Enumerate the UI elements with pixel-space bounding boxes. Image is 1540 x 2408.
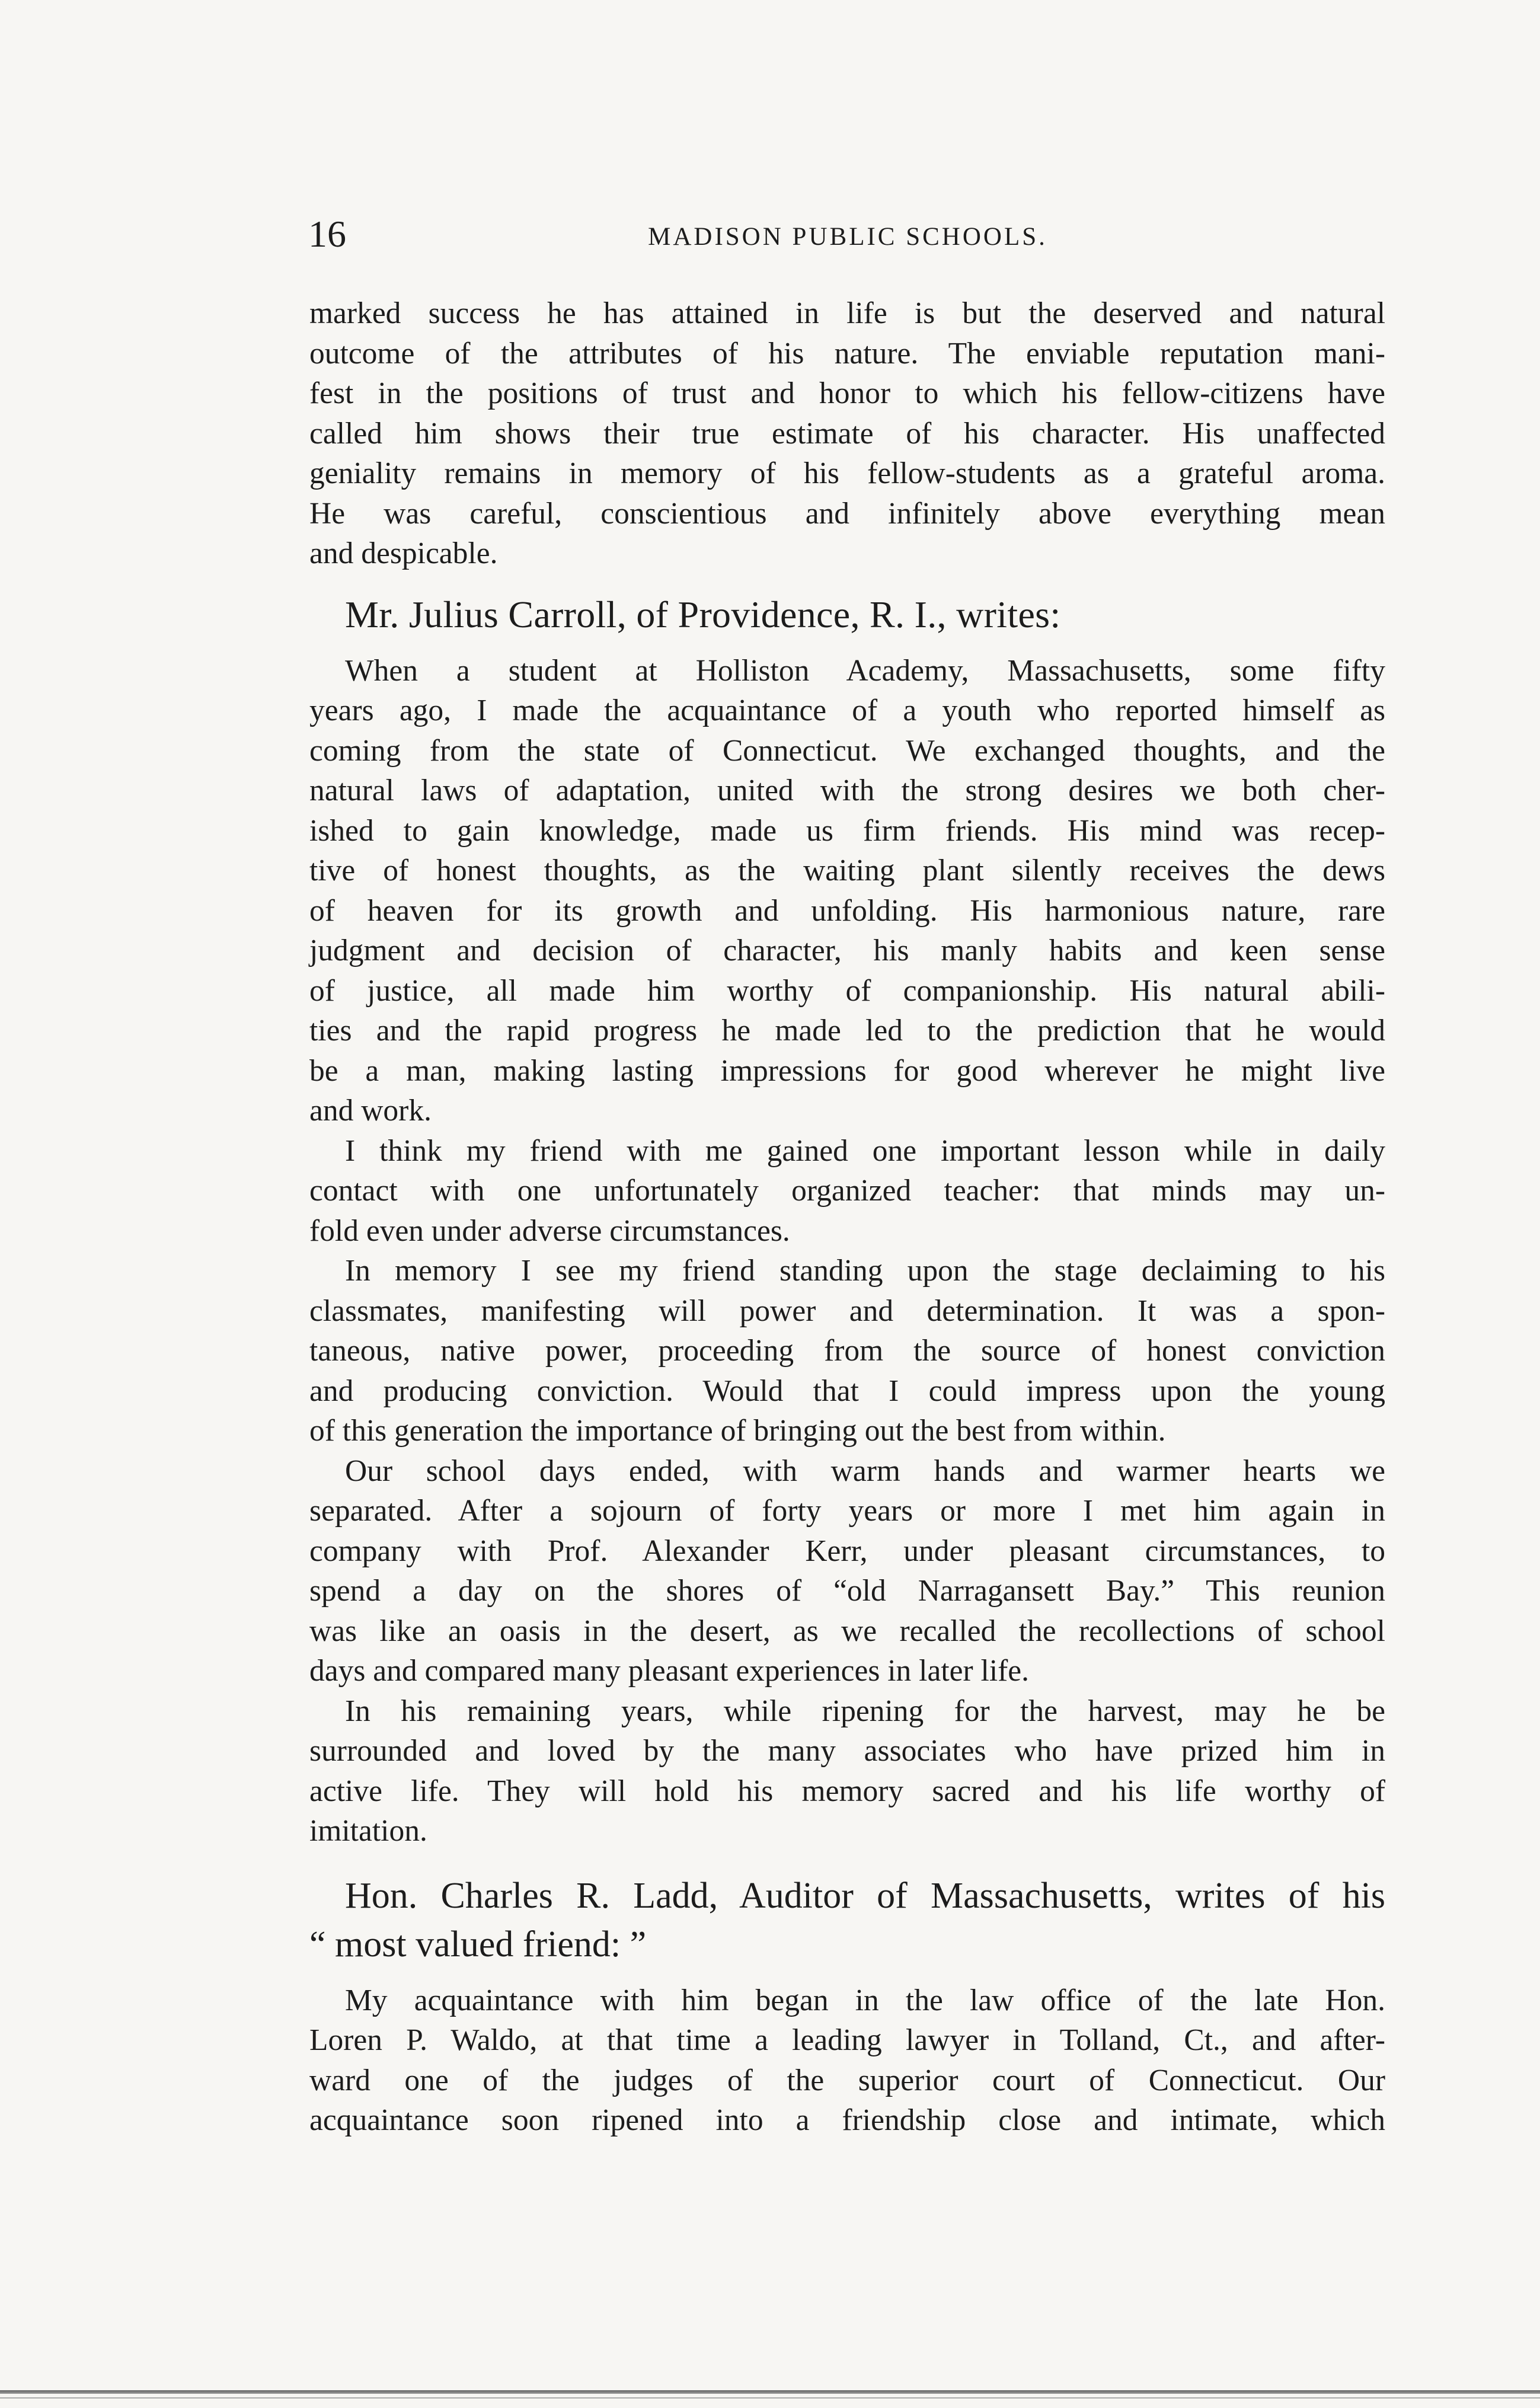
page-bottom-edge-line (0, 2397, 1540, 2399)
text-line: contact with one unfortunately organized teacher: that minds may un- (309, 1174, 1385, 1208)
text-line: Loren P. Waldo, at that time a leading lawyer in Tolland, Ct., and after- (309, 2023, 1385, 2057)
text-line: ties and the rapid progress he made led to the prediction that he would (309, 1014, 1385, 1047)
text-line: My acquaintance with him began in the law office of the late Hon. (345, 1983, 1385, 2017)
page-header (308, 210, 1387, 258)
text-line: fold even under adverse circumstances. (309, 1213, 790, 1248)
section-heading-ladd (309, 1872, 1385, 1969)
text-line: judgment and decision of character, his manly habits and keen sense (309, 934, 1385, 967)
text-line: surrounded and loved by the many associates who have prized him in (309, 1734, 1385, 1768)
text-line: and work. (309, 1094, 432, 1128)
text-line: In memory I see my friend standing upon the stage declaiming to his (345, 1254, 1385, 1288)
text-line: active life. They will hold his memory sacred and his life worthy of (309, 1774, 1385, 1808)
text-line: natural laws of adaptation, united with the strong desires we both cher- (309, 774, 1385, 807)
section-heading-carroll: Mr. Julius Carroll, of Providence, R. I., writes: (345, 593, 1061, 635)
text-line: be a man, making lasting impressions for good wherever he might live (309, 1053, 1385, 1088)
paragraph-continued (309, 293, 1385, 574)
text-line: marked success he has attained in life is but the deserved and natural (309, 296, 1385, 330)
page-number: 16 (308, 213, 346, 255)
text-line: of justice, all made him worthy of companionship. His natural abili- (309, 973, 1385, 1008)
text-line: of heaven for its growth and unfolding. His harmonious nature, rare (309, 893, 1385, 928)
text-line: was like an oasis in the desert, as we recalled the recollections of school (309, 1614, 1385, 1648)
paragraph-carroll-2 (309, 1131, 1385, 1251)
text-line: company with Prof. Alexander Kerr, under pleasant circumstances, to (309, 1534, 1385, 1568)
text-line: In his remaining years, while ripening for the harvest, may he be (345, 1694, 1385, 1728)
text-line: fest in the positions of trust and honor to which his fellow-citizens have (309, 376, 1385, 410)
paragraph-carroll-1 (309, 651, 1385, 1131)
text-line: and producing conviction. Would that I could impress upon the young (309, 1374, 1385, 1408)
text-line: days and compared many pleasant experiences in later life. (309, 1654, 1030, 1688)
paragraph-carroll-3 (309, 1251, 1385, 1451)
paragraph-carroll-5 (309, 1691, 1385, 1851)
running-head: MADISON PUBLIC SCHOOLS. (648, 223, 1047, 251)
page-body (309, 293, 1385, 2141)
text-line: I think my friend with me gained one important lesson while in daily (345, 1133, 1385, 1168)
paragraph-carroll-4 (309, 1451, 1385, 1691)
text-line: geniality remains in memory of his fellow-students as a grateful aroma. (309, 456, 1385, 490)
text-line: of this generation the importance of bringing out the best from within. (309, 1414, 1166, 1448)
heading-line: “ most valued friend: ” (309, 1924, 647, 1965)
text-line: When a student at Holliston Academy, Massachusetts, some fifty (345, 653, 1385, 688)
text-line: and despicable. (309, 536, 498, 570)
text-line: spend a day on the shores of “old Narragansett Bay.” This reunion (309, 1574, 1385, 1608)
text-line: He was careful, conscientious and infinitely above everything mean (309, 496, 1385, 531)
heading-line: Hon. Charles R. Ladd, Auditor of Massachusetts, writes of his (345, 1875, 1385, 1916)
paragraph-ladd-1 (309, 1981, 1385, 2141)
text-line: ward one of the judges of the superior court of Connecticut. Our (309, 2063, 1385, 2097)
text-line: taneous, native power, proceeding from the source of honest conviction (309, 1334, 1385, 1368)
text-line: separated. After a sojourn of forty years or more I met him again in (309, 1494, 1385, 1528)
text-line: called him shows their true estimate of his character. His unaffected (309, 416, 1385, 451)
text-line: outcome of the attributes of his nature. The enviable reputation mani- (309, 336, 1385, 371)
text-line: ished to gain knowledge, made us firm friends. His mind was recep- (309, 813, 1385, 848)
text-line: imitation. (309, 1814, 427, 1848)
text-line: years ago, I made the acquaintance of a youth who reported himself as (309, 694, 1385, 727)
text-line: acquaintance soon ripened into a friendship close and intimate, which (309, 2103, 1385, 2137)
text-line: tive of honest thoughts, as the waiting plant silently receives the dews (309, 854, 1385, 887)
text-line: Our school days ended, with warm hands and warmer hearts we (345, 1454, 1385, 1488)
text-line: coming from the state of Connecticut. We exchanged thoughts, and the (309, 733, 1385, 768)
page-bottom-edge (0, 2390, 1540, 2394)
text-line: classmates, manifesting will power and determination. It was a spon- (309, 1294, 1385, 1328)
